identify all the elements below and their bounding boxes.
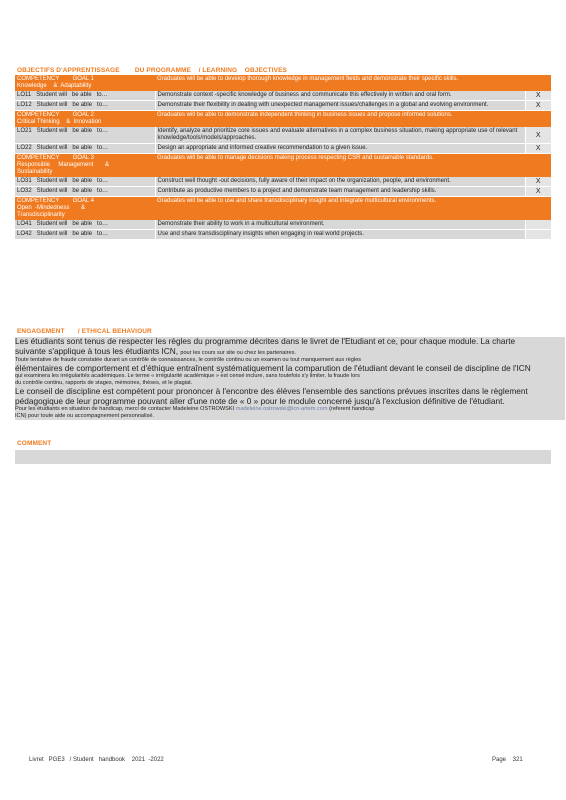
learning-outcome-label: LO22 Student will be able to… bbox=[15, 144, 155, 154]
learning-outcome-label: LO42 Student will be able to… bbox=[15, 230, 155, 240]
comment-section-title: COMMENT bbox=[17, 440, 52, 447]
learning-objectives-table bbox=[15, 75, 551, 240]
assessment-mark: X bbox=[525, 177, 551, 187]
assessment-mark: X bbox=[525, 127, 551, 144]
ethics-line-10: ICN) pour toute aide ou accompagnement personnalisé. bbox=[15, 413, 154, 419]
learning-outcome-description: Construct well thought -out decisions, fully aware of their impact on the organization, people, and environment. bbox=[155, 177, 525, 187]
learning-outcome-label: LO41 Student will be able to… bbox=[15, 220, 155, 230]
learning-outcome-row bbox=[15, 187, 551, 197]
competency-goal-label: COMPETENCY GOAL 1 Knowledge & Adaptability bbox=[15, 75, 155, 91]
learning-outcome-description: Use and share transdisciplinary insights when engaging in real world projects. bbox=[155, 230, 525, 240]
assessment-mark bbox=[525, 197, 551, 221]
learning-outcome-row bbox=[15, 91, 551, 101]
learning-outcome-row bbox=[15, 177, 551, 187]
assessment-mark bbox=[525, 230, 551, 240]
learning-outcome-row bbox=[15, 144, 551, 154]
objectives-section-title: OBJECTIFS D'APPRENTISSAGE DU PROGRAMME / LEARNING OBJECTIVES bbox=[17, 67, 287, 74]
competency-goal-row bbox=[15, 75, 551, 91]
learning-outcome-description: Demonstrate their flexibility in dealing with unexpected management issues/challenges in a global and evolving environment. bbox=[155, 101, 525, 111]
ethics-line-8: pédagogique de leur programme pouvant aller d'une note de « 0 » pour le module concerné jusqu'à l'exclusion définitive de l'étudiant. bbox=[15, 396, 505, 406]
learning-outcome-description: Contribute as productive members to a project and demonstrate team management and leadership skills. bbox=[155, 187, 525, 197]
ethics-line-3: Toute tentative de fraude constatée durant un contrôle de connaissances, le contrôle continu ou un examen ou tout manquement aux règles bbox=[15, 356, 362, 363]
ethics-line-4: élémentaires de comportement et d'éthique entraînent systématiquement la comparution de l'étudiant devant le conseil de discipline de l'ICN bbox=[15, 363, 531, 373]
competency-goal-label: COMPETENCY GOAL 2 Critical Thinking & Innovation bbox=[15, 111, 155, 128]
assessment-mark bbox=[525, 154, 551, 178]
competency-goal-description: Graduates will be able to demonstrate independent thinking in business issues and propose informed solutions. bbox=[155, 111, 525, 128]
learning-outcome-label: LO21 Student will be able to… bbox=[15, 127, 155, 144]
ethics-line-9: Pour les étudiants en situation de handicap, merci de contacter Madeleine OSTROWSKI madeleine.ostrowski@icn-artem.com (referent handicap bbox=[15, 406, 375, 412]
ethics-charter-block bbox=[15, 337, 565, 420]
learning-outcome-row bbox=[15, 230, 551, 240]
learning-outcome-description: Design an appropriate and informed creative recommendation to a given issue. bbox=[155, 144, 525, 154]
learning-outcome-row bbox=[15, 127, 551, 144]
competency-goal-description: Graduates will be able to use and share transdisciplinary insight and integrate multicultural environments. bbox=[155, 197, 525, 221]
assessment-mark: X bbox=[525, 144, 551, 154]
assessment-mark bbox=[525, 111, 551, 128]
ethics-line-2: suivante s'applique à tous les étudiants ICN, pour les cours sur site ou chez les partenaires. bbox=[15, 346, 296, 356]
learning-outcome-label: LO12 Student will be able to… bbox=[15, 101, 155, 111]
competency-goal-description: Graduates will be able to manage decisions making process respecting CSR and sustainable standards. bbox=[155, 154, 525, 178]
learning-outcome-label: LO11 Student will be able to… bbox=[15, 91, 155, 101]
competency-goal-row bbox=[15, 154, 551, 178]
assessment-mark bbox=[525, 220, 551, 230]
assessment-mark: X bbox=[525, 101, 551, 111]
learning-outcome-row bbox=[15, 220, 551, 230]
learning-outcome-label: LO31 Student will be able to… bbox=[15, 177, 155, 187]
footer-page-number: Page 321 bbox=[492, 757, 523, 763]
learning-outcome-description: Demonstrate context -specific knowledge of business and communicate this effectively in written and oral form. bbox=[155, 91, 525, 101]
learning-outcome-description: Identify, analyze and prioritize core issues and evaluate alternatives in a complex business situation, making appropriate use of relevant knowledge/tools/models/approaches. bbox=[155, 127, 525, 144]
competency-goal-row bbox=[15, 111, 551, 128]
competency-goal-description: Graduates will be able to develop thorough knowledge in management fields and demonstrate their specific skills. bbox=[155, 75, 525, 91]
ethics-line-5: qui examinera les irrégularités académiques. Le terme « irrégularité académique » est censé inclure, sans toutefois s'y limiter, la fraude lors bbox=[15, 373, 360, 379]
learning-outcome-label: LO32 Student will be able to… bbox=[15, 187, 155, 197]
assessment-mark: X bbox=[525, 91, 551, 101]
assessment-mark: X bbox=[525, 187, 551, 197]
competency-goal-row bbox=[15, 197, 551, 221]
ethics-line-7: Le conseil de discipline est compétent pour prononcer à l'encontre des élèves l'ensemble des sanctions prévues inscrites dans le règlement bbox=[15, 387, 528, 396]
comment-field bbox=[15, 450, 551, 464]
assessment-mark bbox=[525, 75, 551, 91]
competency-goal-label: COMPETENCY GOAL 4 Open -Mindedness & Transdisciplinarity bbox=[15, 197, 155, 221]
ethics-line-6: du contrôle continu, rapports de stages, mémoires, thèses, et le plagiat. bbox=[15, 380, 193, 386]
contact-email-link[interactable]: madeleine.ostrowski@icn-artem.com bbox=[235, 406, 328, 412]
learning-outcome-row bbox=[15, 101, 551, 111]
footer-handbook-label: Livret PGE3 / Student handbook 2021 -2022 bbox=[29, 757, 164, 763]
ethics-line-1: Les étudiants sont tenus de respecter les règles du programme décrites dans le livret de l'Etudiant et ce, pour chaque module. La charte bbox=[15, 337, 516, 346]
engagement-section-title: ENGAGEMENT / ETHICAL BEHAVIOUR bbox=[17, 328, 152, 335]
competency-goal-label: COMPETENCY GOAL 3 Responsible Management & Sustainability bbox=[15, 154, 155, 178]
learning-outcome-description: Demonstrate their ability to work in a multicultural environment. bbox=[155, 220, 525, 230]
